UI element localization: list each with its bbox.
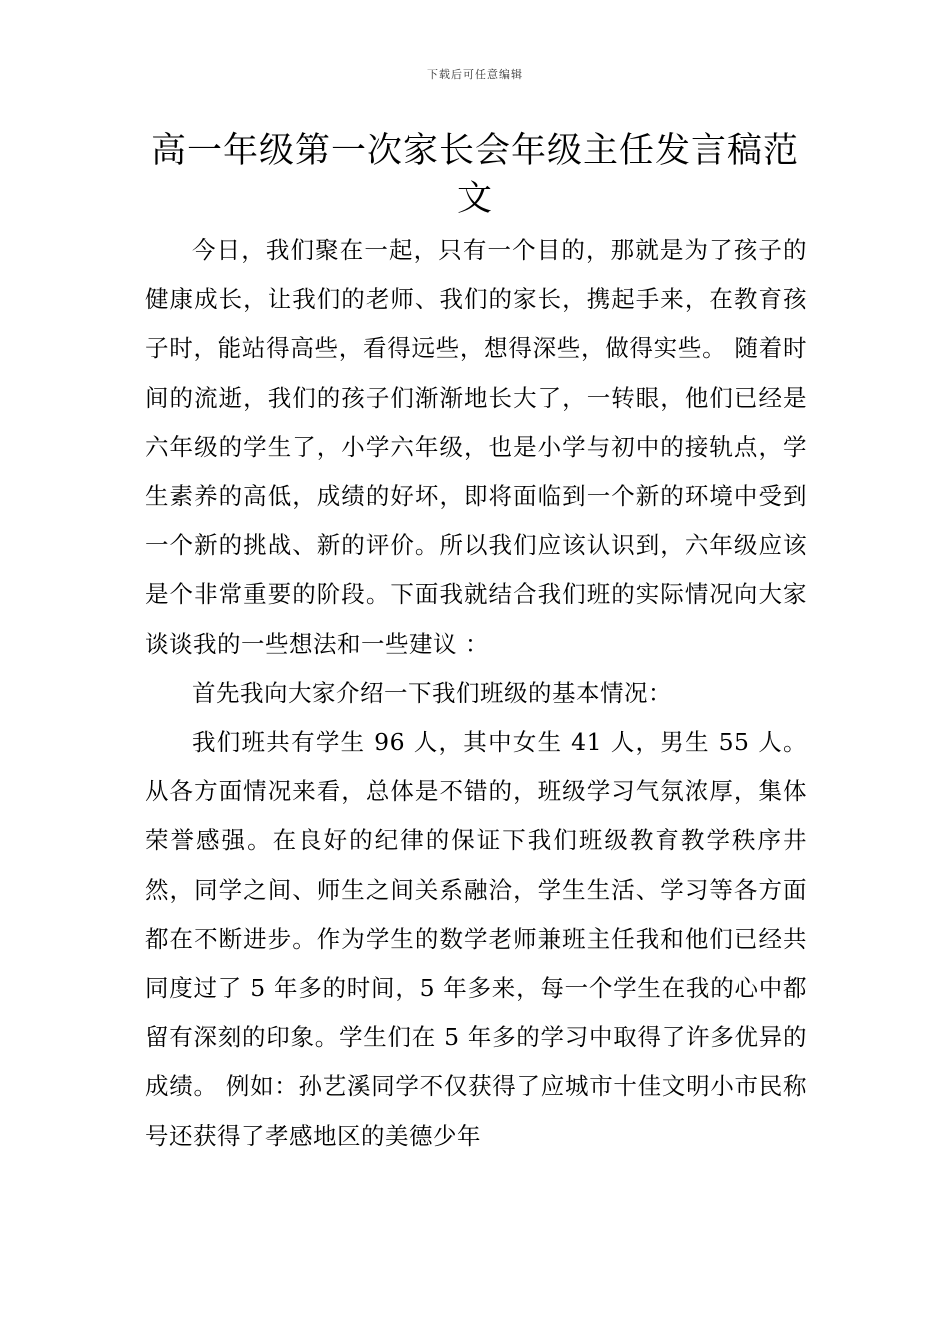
document-body <box>145 226 807 1161</box>
paragraph-class-overview-heading: 首先我向大家介绍一下我们班级的基本情况： <box>192 678 672 707</box>
paragraph-intro: 今日，我们聚在一起，只有一个目的，那就是为了孩子的健康成长，让我们的老师、我们的家长，携起手来，在教育孩子时，能站得高些，看得远些，想得深些，做得实些。 随着时间的流逝，我们的孩子们渐渐地长大了，一转眼，他们已经是六年级的学生了，小学六年级，也是小学与初中的接轨点，学生素养的高低，成绩的好坏，即将面临到一个新的环境中受到一个新的挑战、新的评价。所以我们应该认识到，六年级应该是个非常重要的阶段。下面我就结合我们班的实际情况向大家谈谈我的一些想法和一些建议 ： <box>145 236 807 658</box>
header-note: 下载后可任意编辑 <box>427 68 523 81</box>
document-title: 高一年级第一次家长会年级主任发言稿范文 <box>150 131 799 219</box>
paragraph-class-details: 我们班共有学生 96 人，其中女生 41 人，男生 55 人。从各方面情况来看，总体是不错的，班级学习气氛浓厚，集体荣誉感强。在良好的纪律的保证下我们班级教育教学秩序井然，同学之间、师生之间关系融洽，学生生活、学习等各方面都在不断进步。作为学生的数学老师兼班主任我和他们已经共同度过了 5 年多的时间，5 年多来，每一个学生在我的心中都留有深刻的印象。学生们在 5 年多的学习中取得了许多优异的成绩。 例如：孙艺溪同学不仅获得了应城市十佳文明小市民称号还获得了孝感地区的美德少年 <box>145 728 807 1150</box>
